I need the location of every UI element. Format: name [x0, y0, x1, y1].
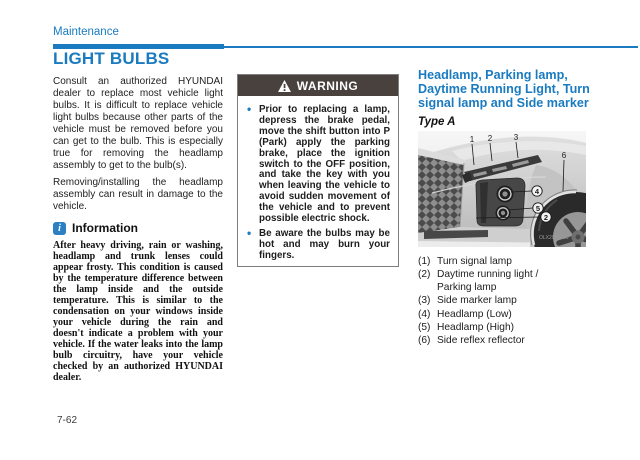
vehicle-lamp-figure [418, 131, 586, 247]
headlamp-cluster [476, 178, 525, 226]
callout-1: 1 [469, 135, 475, 144]
information-title: Information [72, 221, 138, 235]
warning-box [237, 74, 399, 267]
information-body: After heavy driving, rain or washing, headlamp and trunk lenses could appear frosty. This condition is caused by the temperature difference between the lamp inside and the outside temperature. This is similar to the condensation on your windows inside your vehicle during the rain and doesn't indicate a problem with your vehicle. If the water leaks into the lamp bulb circuitry, have your vehicle checked by an authorized HYUNDAI dealer. [53, 240, 223, 383]
legend-item: (6) Side reflex reflector [418, 335, 525, 347]
body-paragraph: Removing/installing the headlamp assembly can result in damage to the vehicle. [53, 177, 223, 212]
legend-item: (2) Daytime running light / Parking lamp [418, 269, 539, 293]
callout-circled-5: 5 [535, 203, 541, 213]
warning-title: WARNING [296, 78, 359, 93]
legend-item: (4) Headlamp (Low) [418, 308, 512, 320]
right-column [418, 68, 620, 349]
warning-bullet: • Be aware the bulbs may be hot and may burn your fingers. [246, 229, 390, 262]
left-column [53, 49, 223, 383]
information-heading [53, 221, 223, 235]
warning-header [238, 75, 398, 96]
callout-circled-4: 4 [534, 186, 540, 196]
body-paragraph: Consult an authorized HYUNDAI dealer to replace most vehicle light bulbs. It is difficult to replace vehicle light bulbs because other parts of the vehicle must be removed before you can get to the bulb. This is especially true for removing the headlamp assembly to get to the bulb(s). [53, 76, 223, 171]
legend-item: (3) Side marker lamp [418, 295, 517, 307]
callout-3: 3 [513, 133, 519, 142]
callout-6: 6 [561, 151, 567, 160]
page-title: LIGHT BULBS [53, 49, 170, 68]
warning-list [238, 96, 398, 262]
type-label: Type A [418, 116, 456, 128]
section-title: Headlamp, Parking lamp, Daytime Running Light, Turn signal lamp and Side marker [418, 68, 590, 110]
header-rule-thin [224, 46, 638, 48]
section-label: Maintenance [53, 26, 119, 38]
legend-item: (1) Turn signal lamp [418, 256, 512, 267]
info-icon: i [53, 222, 66, 235]
legend-item: (5) Headlamp (High) [418, 322, 515, 334]
callout-circled-2: 2 [543, 212, 549, 222]
callout-2: 2 [487, 134, 493, 143]
warning-bullet: • Prior to replacing a lamp, depress the brake pedal, move the shift button into P (Park) apply the parking brake, place the ignition switch to the OFF position, and take the key with you when leaving the vehicle to avoid sudden movement of the vehicle and to prevent possible electric shock. [246, 105, 390, 225]
figure-watermark: OLX2073003 [539, 235, 569, 241]
page-number: 7-62 [57, 415, 78, 426]
warning-triangle-icon [278, 80, 291, 92]
lamp-legend [418, 256, 620, 348]
